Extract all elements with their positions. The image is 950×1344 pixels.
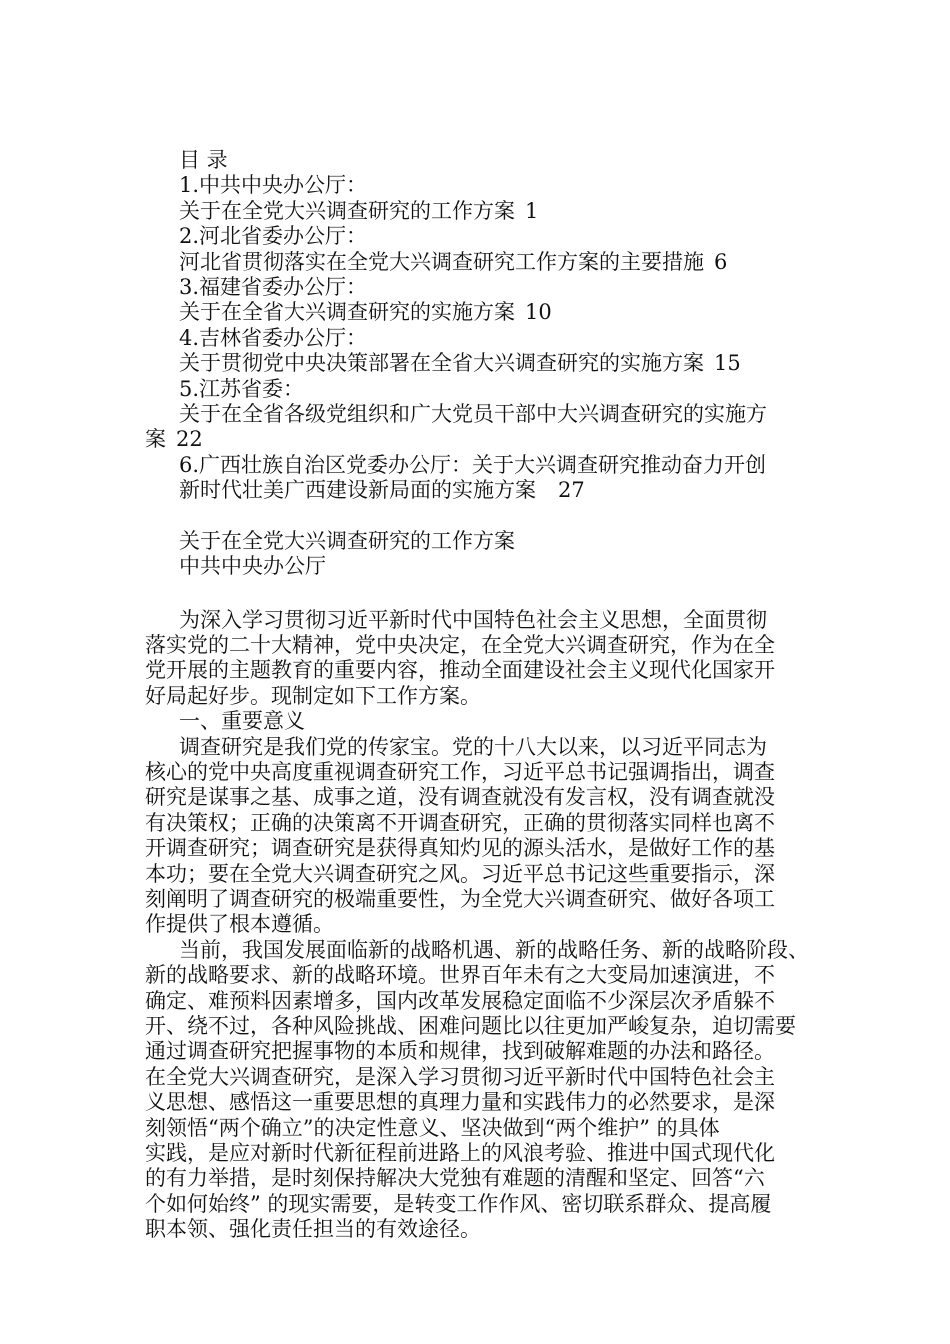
body-paragraph-1 [145,735,825,938]
paragraph-line: 确定、难预料因素增多，国内改革发展稳定面临不少深层次矛盾躲不 [145,988,775,1013]
toc-entry-1 [145,199,825,224]
paragraph-line: 当前，我国发展面临新的战略机遇、新的战略任务、新的战略阶段、 [179,937,809,962]
paragraph-line: 通过调查研究把握事物的本质和规律，找到破解难题的办法和路径。 [145,1039,775,1064]
toc-entry-5 [145,427,825,452]
toc-page-1: 1 [525,198,539,223]
toc-page-4: 15 [714,351,741,376]
document-title: 关于在全党大兴调查研究的工作方案 [179,528,515,553]
toc-title-1: 关于在全党大兴调查研究的工作方案 [179,198,515,223]
intro-line: 落实党的二十大精神，党中央决定，在全党大兴调查研究，作为在全 [145,632,775,657]
toc-entry-3 [145,300,825,325]
toc-org-3: 3.福建省委办公厅： [179,275,368,300]
paragraph-line: 核心的党中央高度重视调查研究工作，习近平总书记强调指出，调查 [145,759,775,784]
table-of-contents [145,148,825,504]
intro-line: 党开展的主题教育的重要内容，推动全面建设社会主义现代化国家开 [145,658,775,683]
intro-line: 好局起好步。现制定如下工作方案。 [145,683,481,708]
paragraph-line: 个如何始终” 的现实需要，是转变工作作风、密切联系群众、提高履 [145,1191,772,1216]
paragraph-line: 本功；要在全党大兴调查研究之风。习近平总书记这些重要指示，深 [145,861,775,886]
paragraph-line: 在全党大兴调查研究，是深入学习贯彻习近平新时代中国特色社会主 [145,1064,775,1089]
paragraph-line: 开、绕不过，各种风险挑战、困难问题比以往更加严峻复杂，迫切需要 [145,1014,796,1038]
paragraph-line: 刻领悟“两个确立”的决定性意义、坚决做到“两个维护” 的具体 [145,1115,720,1140]
paragraph-line: 义思想、感悟这一重要思想的真理力量和实践伟力的必然要求，是深 [145,1090,775,1115]
document-page [145,148,825,1243]
toc-org-6: 6.广西壮族自治区党委办公厅：关于大兴调查研究推动奋力开创 [179,452,767,477]
section-heading-1: 一、重要意义 [179,709,305,734]
toc-heading: 目 录 [179,148,228,172]
toc-entry-6 [145,478,825,503]
paragraph-line: 的有力举措，是时刻保持解决大党独有难题的清醒和坚定、回答“六 [145,1166,765,1191]
toc-title-3: 关于在全省大兴调查研究的实施方案 [179,300,515,325]
paragraph-line: 实践，是应对新时代新征程前进路上的风浪考验、推进中国式现代化 [145,1141,775,1166]
toc-page-2: 6 [714,249,728,274]
paragraph-line: 职本领、强化责任担当的有效途径。 [145,1217,481,1242]
toc-title-5-line1: 关于在全省各级党组织和广大党员干部中大兴调查研究的实施方 [179,402,767,427]
toc-page-6: 27 [558,478,585,503]
toc-org-1: 1.中共中央办公厅： [179,173,368,198]
intro-line: 为深入学习贯彻习近平新时代中国特色社会主义思想，全面贯彻 [179,607,767,632]
document-issuer: 中共中央办公厅 [179,554,326,579]
toc-org-5: 5.江苏省委： [179,376,305,401]
toc-org-4: 4.吉林省委办公厅： [179,325,368,350]
paragraph-line: 有决策权；正确的决策离不开调查研究，正确的贯彻落实同样也离不 [145,810,775,835]
toc-title-2: 河北省贯彻落实在全党大兴调查研究工作方案的主要措施 [179,249,704,274]
paragraph-line: 研究是谋事之基、成事之道，没有调查就没有发言权，没有调查就没 [145,785,775,810]
toc-title-5-line2: 案 [145,427,166,452]
paragraph-line: 开调查研究；调查研究是获得真知灼见的源头活水，是做好工作的基 [145,836,775,861]
toc-title-4: 关于贯彻党中央决策部署在全省大兴调查研究的实施方案 [179,351,704,376]
toc-page-3: 10 [525,300,552,325]
paragraph-line: 新的战略要求、新的战略环境。世界百年未有之大变局加速演进，不 [145,963,775,988]
toc-org-2: 2.河北省委办公厅： [179,224,368,249]
toc-entry-2 [145,250,825,275]
paragraph-line: 调查研究是我们党的传家宝。党的十八大以来，以习近平同志为 [179,734,767,759]
paragraph-line: 刻阐明了调查研究的极端重要性，为全党大兴调查研究、做好各项工 [145,886,775,911]
paragraph-line: 作提供了根本遵循。 [145,912,334,937]
toc-entry-4 [145,351,825,376]
body-paragraph-2 [145,938,825,1243]
toc-title-6: 新时代壮美广西建设新局面的实施方案 [179,478,536,503]
intro-paragraph [145,608,825,710]
toc-page-5: 22 [176,427,203,452]
